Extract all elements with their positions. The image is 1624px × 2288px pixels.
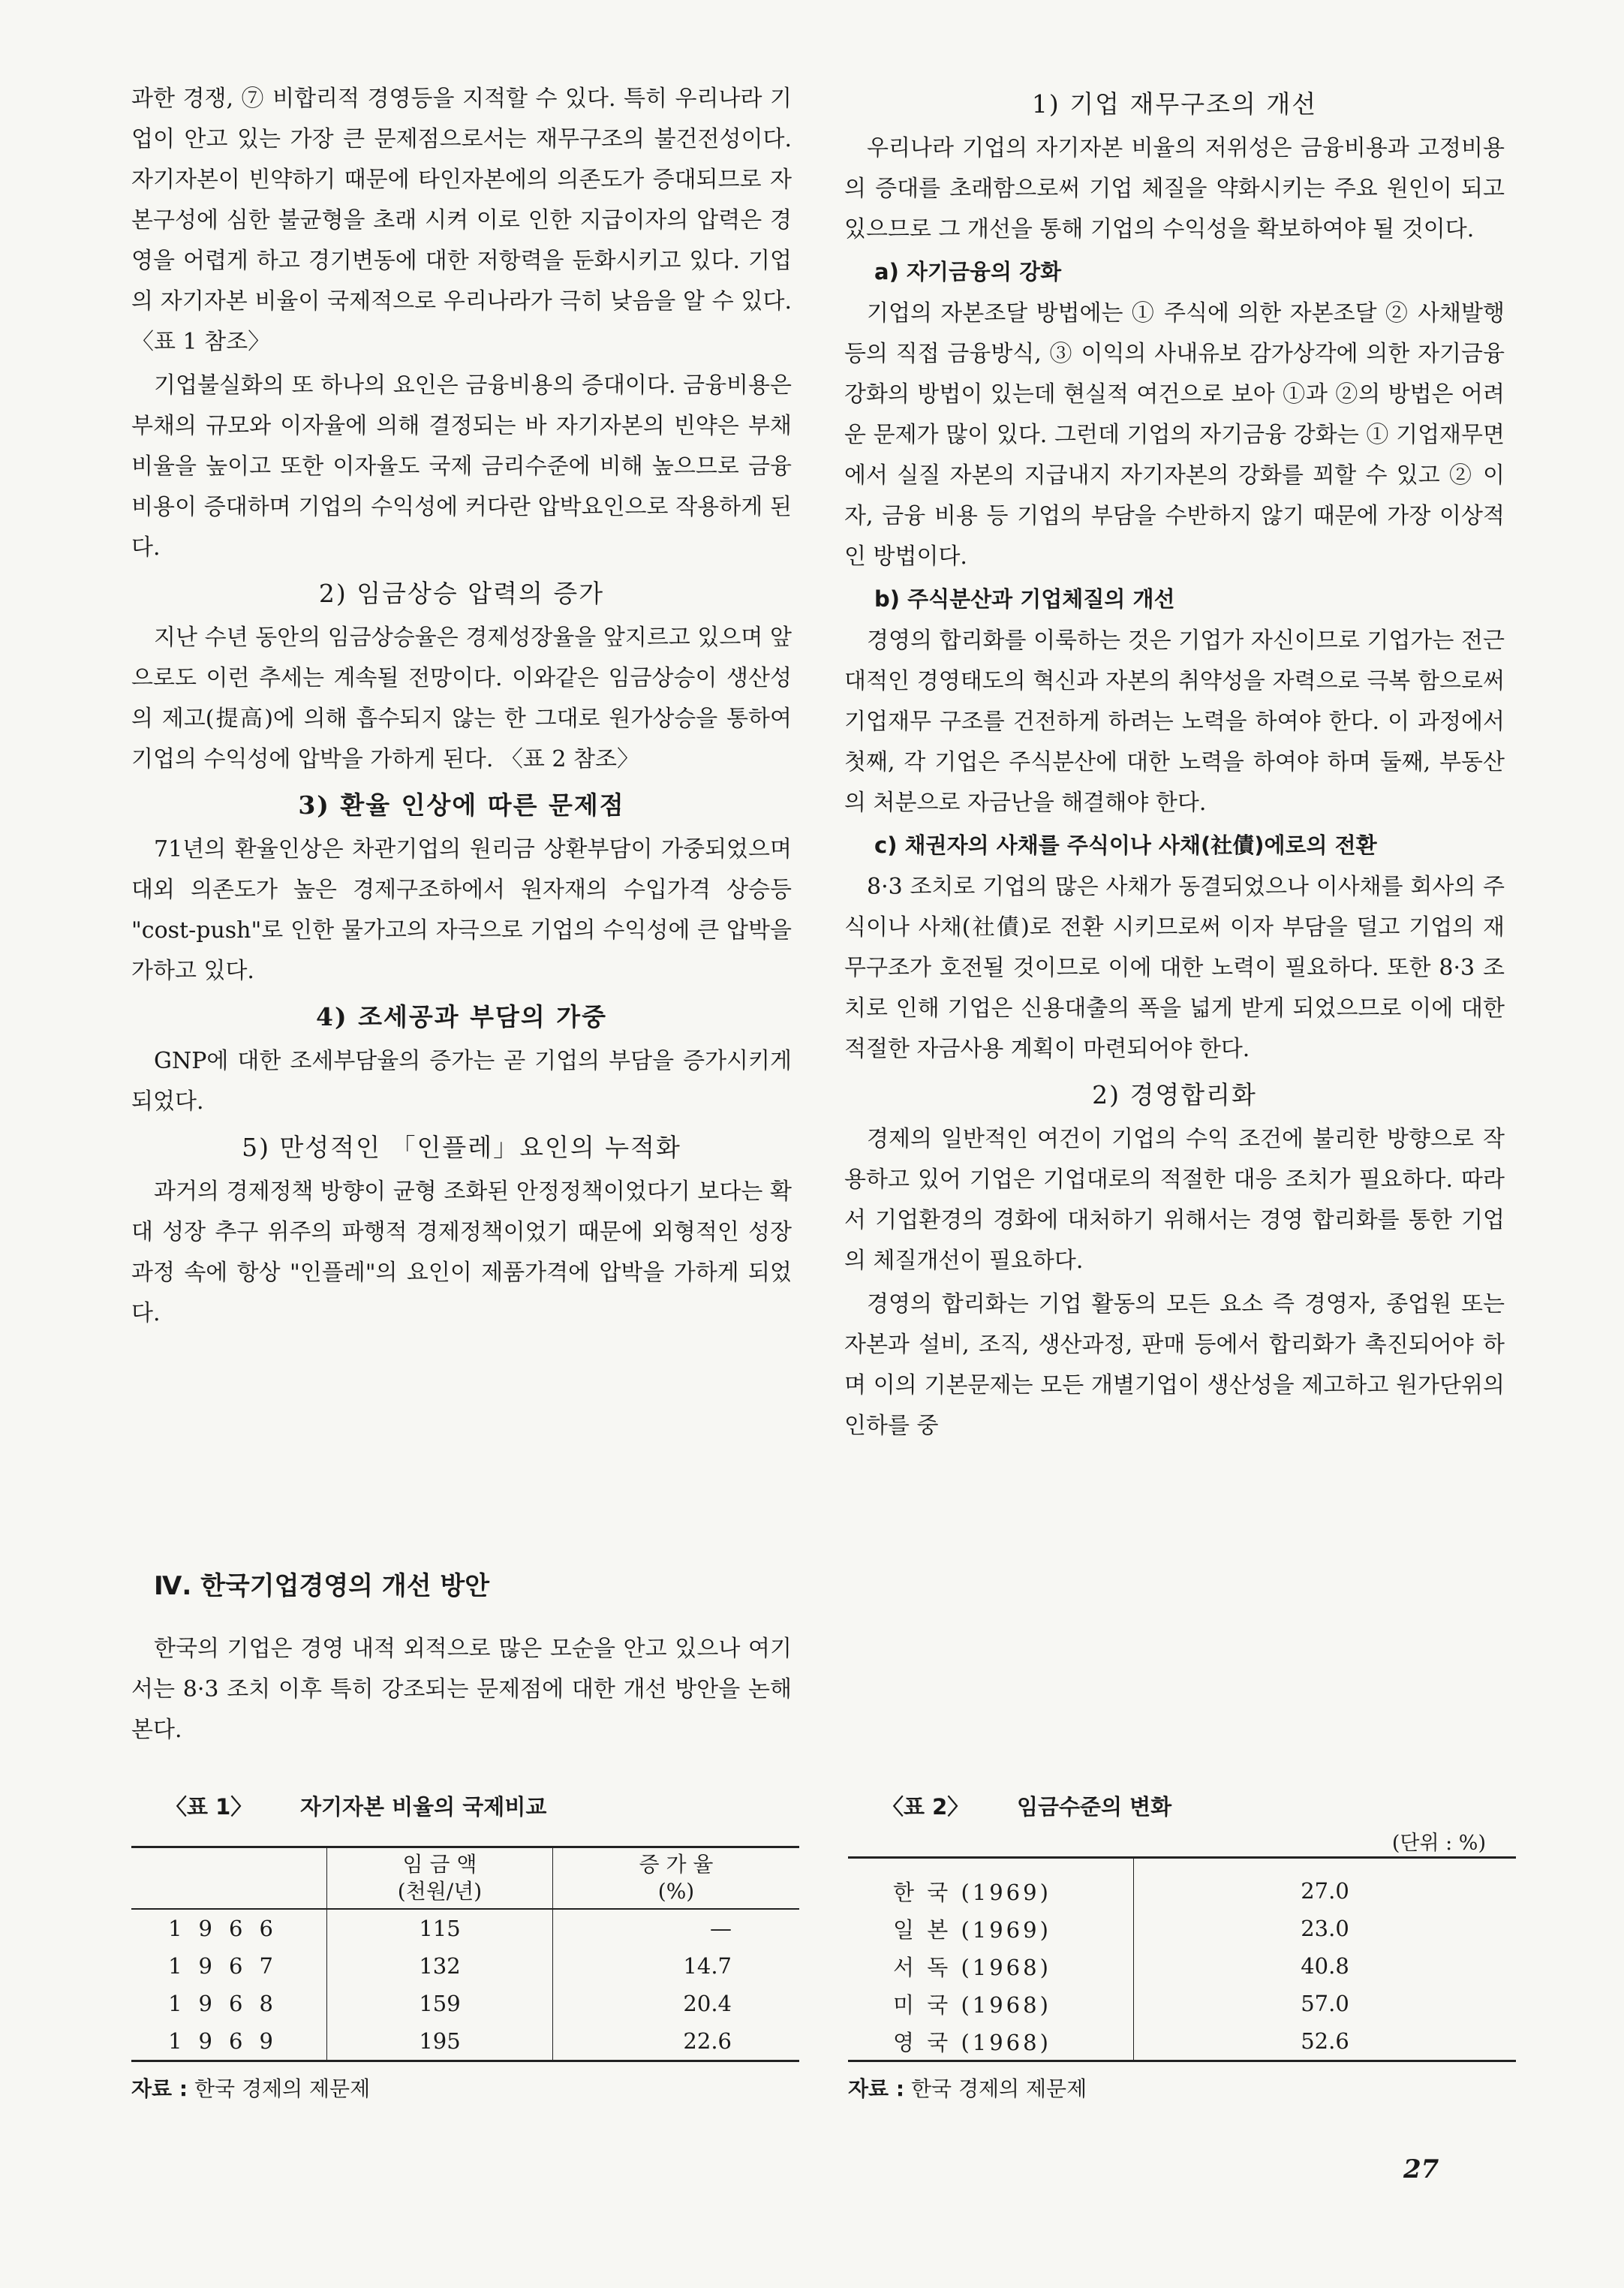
cell-value: 27.0	[1134, 1858, 1517, 1910]
paragraph: 기업불실화의 또 하나의 요인은 금융비용의 증대이다. 금융비용은 부채의 규모와 이자율에 의해 결정되는 바 자기자본의 빈약은 부채비율을 높이고 또한 이자율도 국제 금리수준에 비해 높으므로 금융비용이 증대하며 기업의 수익성에 커다란 압박요인으로 작용하게 된다.	[131, 372, 792, 561]
cell-country: 미 국 (1968)	[893, 1991, 1051, 2018]
table-caption	[131, 1790, 799, 1826]
table-row	[848, 1910, 1516, 1947]
header-rate: 증 가 율 (%)	[553, 1847, 800, 1910]
cell-value: 40.8	[1134, 1947, 1517, 1985]
paragraph: 지난 수년 동안의 임금상승율은 경제성장율을 앞지르고 있으며 앞으로도 이런 추세는 계속될 전망이다. 이와같은 임금상승이 생산성의 제고(提高)에 의해 흡수되지 않는 한 그대로 원가상승을 통하여 기업의 수익성에 압박을 가하게 된다. 〈표 2 참조〉	[131, 625, 792, 772]
cell-wage: 132	[327, 1947, 553, 1985]
subsection-heading: 1) 기업 재무구조의 개선	[1031, 89, 1318, 119]
table-row	[848, 1858, 1516, 1910]
table-2	[848, 1790, 1516, 2103]
page-number: 27	[1403, 2154, 1439, 2184]
paragraph: 8·3 조치로 기업의 많은 사채가 동결되었으나 이사채를 회사의 주식이나 사채(社債)로 전환 시키므로써 이자 부담을 덜고 기업의 재무구조가 호전될 것이므로 이에 대한 노력이 필요하다. 또한 8·3 조치로 인해 기업은 신용대출의 폭을 넓게 받게 되었으므로 이에 대한 적절한 자금사용 계획이 마련되어야 한다.	[844, 874, 1505, 1062]
header-wage: 임 금 액 (천원/년)	[327, 1847, 553, 1910]
paragraph: 71년의 환율인상은 차관기업의 원리금 상환부담이 가중되었으며 대외 의존도가 높은 경제구조하에서 원자재의 수입가격 상승등 "cost-push"로 인한 물가고의 자극으로 기업의 수익성에 큰 압박을 가하고 있다.	[131, 836, 792, 984]
cell-country: 서 독 (1968)	[893, 1954, 1051, 1980]
section-intro: 한국의 기업은 경영 내적 외적으로 많은 모순을 안고 있으나 여기서는 8·3 조치 이후 특히 강조되는 문제점에 대한 개선 방안을 논해 본다.	[131, 1636, 792, 1743]
cell-value: 57.0	[1134, 1985, 1517, 2022]
paragraph: 우리나라 기업의 자기자본 비율의 저위성은 금융비용과 고정비용의 증대를 초래함으로써 기업 체질을 약화시키는 주요 원인이 되고 있으므로 그 개선을 통해 기업의 수익성을 확보하여야 될 것이다.	[844, 135, 1505, 242]
subsection-heading: 3) 환율 인상에 따른 문제점	[298, 790, 625, 820]
cell-year: 1967	[168, 1953, 290, 1979]
subsection-heading: 2) 경영합리화	[1092, 1080, 1257, 1109]
table-1	[131, 1790, 799, 2103]
paragraph: 과거의 경제정책 방향이 균형 조화된 안정정책이었다기 보다는 확대 성장 추구 위주의 파행적 경제정책이었기 때문에 외형적인 성장과정 속에 항상 "인플레"의 요인이 제품가격에 압박을 가하게 되었다.	[131, 1179, 792, 1326]
data-table	[848, 1856, 1516, 2062]
cell-year: 1969	[168, 2028, 290, 2054]
table-source: 자료 : 한국 경제의 제문제	[848, 2076, 1087, 2101]
cell-rate: 22.6	[553, 2022, 800, 2061]
table-caption	[848, 1790, 1516, 1826]
minor-heading: b) 주식분산과 기업체질의 개선	[874, 586, 1175, 612]
cell-wage: 195	[327, 2022, 553, 2061]
paragraph: 경영의 합리화는 기업 활동의 모든 요소 즉 경영자, 종업원 또는 자본과 설비, 조직, 생산과정, 판매 등에서 합리화가 촉진되어야 하며 이의 기본문제는 모든 개별기업이 생산성을 제고하고 원가단위의 인하를 중	[844, 1291, 1505, 1439]
cell-year: 1966	[168, 1916, 290, 1941]
table-title: 자기자본 비율의 국제비교	[300, 1794, 547, 1820]
table-row	[131, 1985, 799, 2022]
minor-heading: a) 자기금융의 강화	[874, 259, 1062, 284]
table-number: 〈표 1〉	[165, 1794, 253, 1820]
minor-heading: c) 채권자의 사채를 주식이나 사채(社債)에로의 전환	[874, 832, 1377, 858]
paragraph: 과한 경쟁, ⑦ 비합리적 경영등을 지적할 수 있다. 특히 우리나라 기업이 안고 있는 가장 큰 문제점으로서는 재무구조의 불건전성이다. 자기자본이 빈약하기 때문에 타인자본에의 의존도가 증대되므로 자본구성에 심한 불균형을 초래 시켜 이로 인한 지급이자의 압력은 경영을 어렵게 하고 경기변동에 대한 저항력을 둔화시키고 있다. 기업의 자기자본 비율이 국제적으로 우리나라가 극히 낮음을 알 수 있다. 〈표 1 참조〉	[131, 86, 792, 355]
cell-rate: 14.7	[553, 1947, 800, 1985]
cell-wage: 115	[327, 1909, 553, 1947]
cell-wage: 159	[327, 1985, 553, 2022]
table-row	[848, 1985, 1516, 2022]
paragraph: 기업의 자본조달 방법에는 ① 주식에 의한 자본조달 ② 사채발행등의 직접 금융방식, ③ 이익의 사내유보 감가상각에 의한 자기금융 강화의 방법이 있는데 현실적 여건으로 보아 ①과 ②의 방법은 어려운 문제가 많이 있다. 그런데 기업의 자기금융 강화는 ① 기업재무면에서 실질 자본의 지급내지 자기자본의 강화를 꾀할 수 있고 ② 이자, 금융 비용 등 기업의 부담을 수반하지 않기 때문에 가장 이상적인 방법이다.	[844, 300, 1505, 570]
header-blank	[131, 1847, 327, 1910]
table-number: 〈표 2〉	[882, 1794, 970, 1820]
table-source: 자료 : 한국 경제의 제문제	[131, 2076, 371, 2101]
table-row	[131, 1909, 799, 1947]
cell-value: 23.0	[1134, 1910, 1517, 1947]
subsection-heading: 4) 조세공과 부담의 가중	[316, 1002, 607, 1031]
cell-value: 52.6	[1134, 2022, 1517, 2061]
table-row	[131, 2022, 799, 2061]
right-column	[844, 79, 1505, 1450]
cell-country: 한 국 (1969)	[893, 1879, 1051, 1905]
table-unit: (단위 : %)	[1391, 1832, 1486, 1855]
paragraph: GNP에 대한 조세부담율의 증가는 곧 기업의 부담을 증가시키게 되었다.	[131, 1048, 792, 1115]
cell-country: 영 국 (1968)	[893, 2029, 1051, 2055]
data-table	[131, 1846, 799, 2062]
table-title: 임금수준의 변화	[1017, 1794, 1172, 1820]
cell-rate: 20.4	[553, 1985, 800, 2022]
table-row	[848, 2022, 1516, 2061]
paragraph: 경제의 일반적인 여건이 기업의 수익 조건에 불리한 방향으로 작용하고 있어 기업은 기업대로의 적절한 대응 조치가 필요하다. 따라서 기업환경의 경화에 대처하기 위해서는 경영 합리화를 통한 기업의 체질개선이 필요하다.	[844, 1126, 1505, 1274]
table-row	[131, 1947, 799, 1985]
cell-rate: —	[553, 1909, 800, 1947]
table-header-row	[131, 1847, 799, 1910]
cell-year: 1968	[168, 1991, 290, 2016]
subsection-heading: 5) 만성적인 「인플레」요인의 누적화	[242, 1133, 681, 1162]
table-row	[848, 1947, 1516, 1985]
left-column	[131, 79, 792, 1337]
section-title: Ⅳ. 한국기업경영의 개선 방안	[154, 1571, 490, 1601]
paragraph: 경영의 합리화를 이룩하는 것은 기업가 자신이므로 기업가는 전근대적인 경영태도의 혁신과 자본의 취약성을 자력으로 극복 함으로써 기업재무 구조를 건전하게 하려는 노력을 하여야 한다. 이 과정에서 첫째, 각 기업은 주식분산에 대한 노력을 하여야 하며 둘째, 부동산의 처분으로 자금난을 해결해야 한다.	[844, 628, 1505, 816]
cell-country: 일 본 (1969)	[893, 1916, 1051, 1943]
subsection-heading: 2) 임금상승 압력의 증가	[318, 579, 605, 608]
